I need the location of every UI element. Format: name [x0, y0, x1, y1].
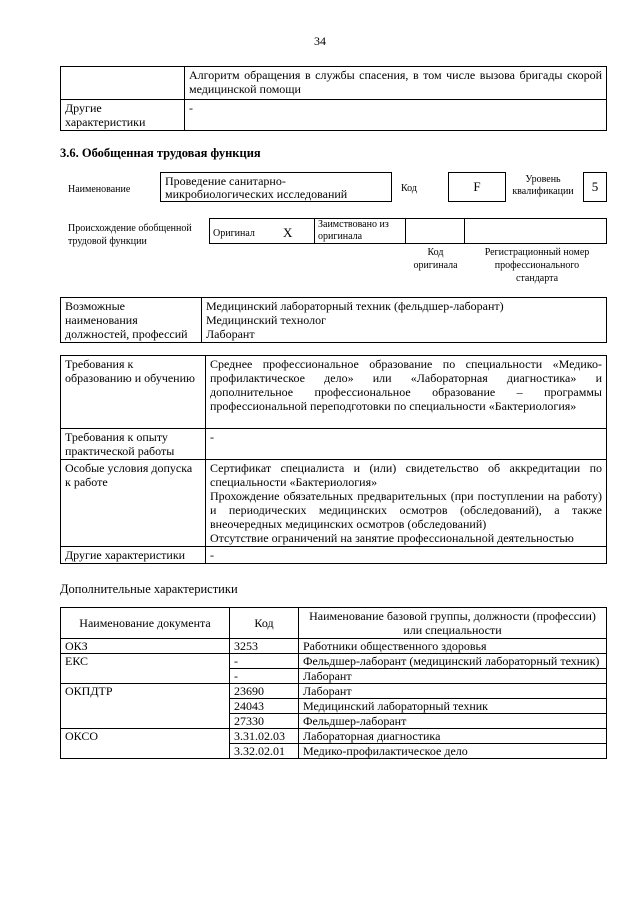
additional-table: [60, 607, 607, 759]
name-cell: Лаборант: [299, 669, 607, 684]
table-row: [61, 356, 607, 429]
admission-condition: Отсутствие ограничений на занятие профессиональной деятельностью: [210, 531, 574, 545]
divider: [405, 218, 406, 244]
code-cell: -: [230, 669, 299, 684]
name-cell: Медико-профилактическое дело: [299, 744, 607, 759]
requirement-label: Требования к образованию и обучению: [61, 356, 206, 429]
positions-label: Возможные наименования должностей, профессий: [61, 298, 202, 343]
original-mark: X: [283, 225, 293, 240]
position-item: Медицинский лабораторный техник (фельдшер-лаборант): [206, 299, 504, 313]
table-row: [61, 298, 607, 343]
requirement-value: -: [206, 429, 607, 460]
doc-cell: ОКПДТР: [61, 684, 230, 729]
code-cell: 24043: [230, 699, 299, 714]
code-cell: 3.32.02.01: [230, 744, 299, 759]
positions-table: [60, 297, 607, 343]
name-cell: Работники общественного здоровья: [299, 639, 607, 654]
doc-cell: ЕКС: [61, 654, 230, 684]
table-header-row: [61, 608, 607, 639]
table-row: [61, 460, 607, 547]
doc-cell: ОКСО: [61, 729, 230, 759]
code-cell: 23690: [230, 684, 299, 699]
row-label: Другие характеристики: [61, 100, 185, 131]
level-value: 5: [583, 172, 607, 202]
table-row: [61, 429, 607, 460]
row-value: Алгоритм обращения в службы спасения, в том числе вызова бригады скорой медицинской помощи: [185, 67, 607, 100]
name-label: Наименование: [68, 184, 131, 195]
table-row: [61, 100, 607, 131]
divider: [314, 218, 315, 244]
table-row: [61, 684, 607, 699]
code-label: Код: [401, 183, 417, 194]
name-cell: Фельдшер-лаборант: [299, 714, 607, 729]
admission-condition: Прохождение обязательных предварительных (при поступлении на работу) и периодических медицинских осмотров (обследований), а также внеочередных медицинских осмотров (обследований): [210, 489, 602, 531]
table-row: [61, 547, 607, 564]
name-cell: Фельдшер-лаборант (медицинский лабораторный техник): [299, 654, 607, 669]
row-value: -: [185, 100, 607, 131]
column-header: Наименование базовой группы, должности (профессии) или специальности: [299, 608, 607, 639]
requirement-value: [206, 460, 607, 547]
position-item: Медицинский технолог: [206, 313, 327, 327]
page-number: 34: [314, 34, 326, 48]
positions-values: [202, 298, 607, 343]
code-cell: 27330: [230, 714, 299, 729]
table-row: [61, 639, 607, 654]
requirement-value: -: [206, 547, 607, 564]
requirement-value: Среднее профессиональное образование по специальности «Медико-профилактическое дело» или «Лабораторная диагностика» и дополнительное профессиональное образование – программы профессиональной переподготовки по специальности «Бактериология»: [206, 356, 607, 429]
divider: [464, 218, 465, 244]
section-title: 3.6. Обобщенная трудовая функция: [60, 146, 261, 160]
position-item: Лаборант: [206, 327, 255, 341]
additional-title: Дополнительные характеристики: [60, 582, 238, 596]
doc-cell: ОКЗ: [61, 639, 230, 654]
column-header: Наименование документа: [61, 608, 230, 639]
top-characteristics-table: [60, 66, 607, 131]
name-cell: Медицинский лабораторный техник: [299, 699, 607, 714]
original-label: Оригинал: [213, 228, 255, 239]
table-row: [61, 654, 607, 669]
code-value: F: [448, 172, 506, 202]
code-cell: -: [230, 654, 299, 669]
origin-label: Происхождение обобщенной трудовой функции: [68, 223, 192, 247]
table-row: [61, 67, 607, 100]
requirement-label: Другие характеристики: [61, 547, 206, 564]
column-header: Код: [230, 608, 299, 639]
requirement-label: Требования к опыту практической работы: [61, 429, 206, 460]
row-label: [61, 67, 185, 100]
requirement-label: Особые условия допуска к работе: [61, 460, 206, 547]
level-label: Уровень квалификации: [512, 174, 574, 197]
code-cell: 3253: [230, 639, 299, 654]
name-value: Проведение санитарно-микробиологических исследований: [160, 172, 392, 202]
requirements-table: [60, 355, 607, 564]
borrowed-label: Заимствовано из оригинала: [318, 219, 389, 242]
origin-box: [209, 218, 607, 244]
reg-number-label: Регистрационный номер профессионального стандарта: [484, 247, 590, 284]
origin-code-label: Код оригинала: [413, 247, 458, 271]
name-cell: Лабораторная диагностика: [299, 729, 607, 744]
name-cell: Лаборант: [299, 684, 607, 699]
admission-condition: Сертификат специалиста и (или) свидетельство об аккредитации по специальности «Бактериология»: [210, 461, 602, 489]
table-row: [61, 729, 607, 744]
code-cell: 3.31.02.03: [230, 729, 299, 744]
